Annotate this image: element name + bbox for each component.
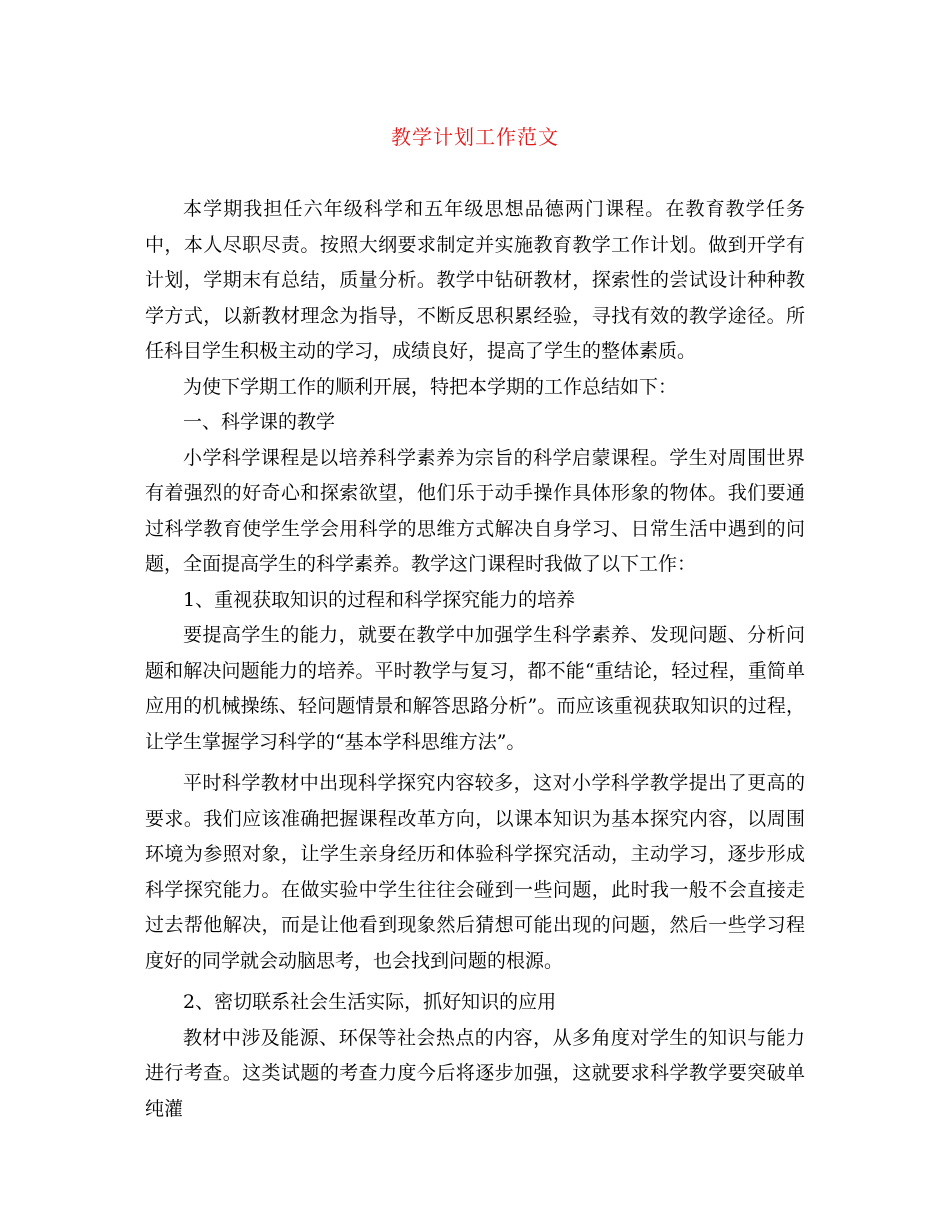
section-heading-science: 一、科学课的教学 [183, 411, 336, 433]
paragraph-summary-lead: 为使下学期工作的顺利开展，特把本学期的工作总结如下： [183, 375, 678, 398]
subheading-knowledge-process: 1、重视获取知识的过程和科学探究能力的培养 [183, 588, 576, 611]
subheading-social-life: 2、密切联系社会生活实际，抓好知识的应用 [183, 991, 557, 1013]
document-body [145, 192, 805, 1127]
paragraph-inquiry: 平时科学教材中出现科学探究内容较多，这对小学科学教学提出了更高的要求。我们应该准确把握课程改革方向，以课本知识为基本探究内容，以周围环境为参照对象，让学生亲身经历和体验科学探究活动，主动学习，逐步形成科学探究能力。在做实验中学生往往会碰到一些问题，此时我一般不会直接走过去帮他解决，而是让他看到现象然后猜想可能出现的问题，然后一些学习程度好的同学就会动脑思考，也会找到问题的根源。 [145, 772, 805, 972]
paragraph-ability: 要提高学生的能力，就要在教学中加强学生科学素养、发现问题、分析问题和解决问题能力的培养。平时教学与复习，都不能“重结论，轻过程，重简单应用的机械操练、轻问题情景和解答思路分析”。而应该重视获取知识的过程，让学生掌握学习科学的“基本学科思维方法”。 [145, 624, 805, 753]
paragraph-intro: 本学期我担任六年级科学和五年级思想品德两门课程。在教育教学任务中，本人尽职尽责。按照大纲要求制定并实施教育教学工作计划。做到开学有计划，学期末有总结，质量分析。教学中钻研教材，探索性的尝试设计种种教学方式，以新教材理念为指导，不断反思积累经验，寻找有效的教学途径。所任科目学生积极主动的学习，成绩良好，提高了学生的整体素质。 [145, 198, 805, 362]
paragraph-science-course: 小学科学课程是以培养科学素养为宗旨的科学启蒙课程。学生对周围世界有着强烈的好奇心和探索欲望，他们乐于动手操作具体形象的物体。我们要通过科学教育使学生学会用科学的思维方式解决自身学习、日常生活中遇到的问题，全面提高学生的科学素养。教学这门课程时我做了以下工作： [145, 446, 805, 575]
paragraph-textbook: 教材中涉及能源、环保等社会热点的内容，从多角度对学生的知识与能力进行考查。这类试题的考查力度今后将逐步加强，这就要求科学教学要突破单纯灌 [145, 1026, 805, 1120]
document-title: 教学计划工作范文 [391, 125, 559, 149]
